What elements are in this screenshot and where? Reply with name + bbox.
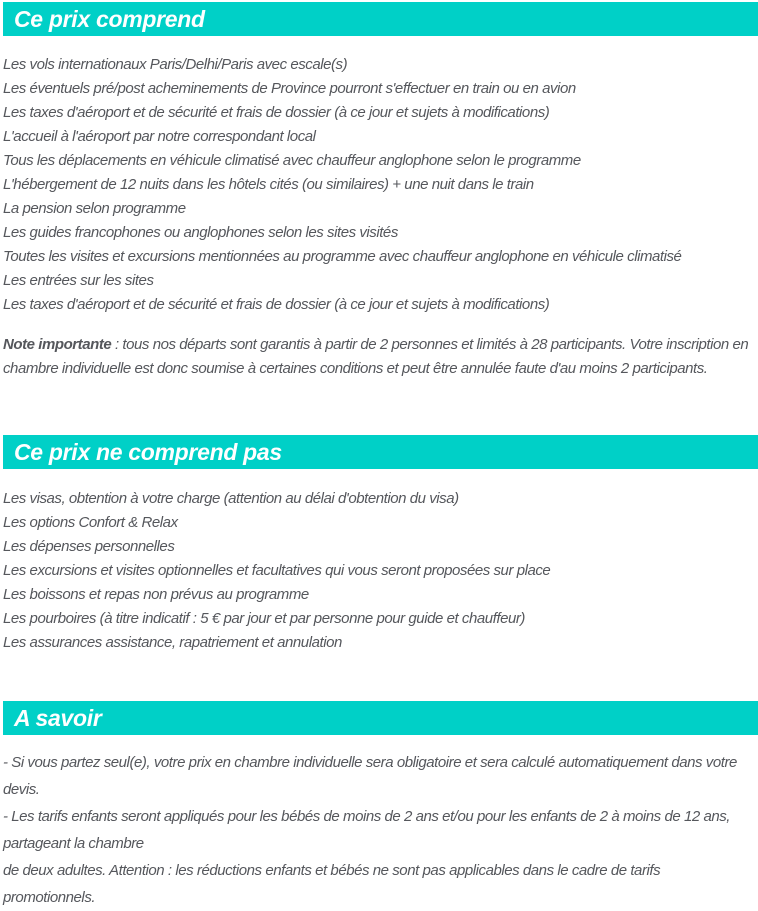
list-item: Toutes les visites et excursions mentionnées au programme avec chauffeur anglophone en véhicule climatisé [3,248,682,265]
important-note [3,333,754,381]
to-know-content [0,749,758,911]
list-item: Les boissons et repas non prévus au programme [3,586,309,603]
list-item: Les éventuels pré/post acheminements de Province pourront s'effectuer en train ou en avion [3,80,576,97]
list-item: Les vols internationaux Paris/Delhi/Paris avec escale(s) [3,56,348,73]
list-item: Les pourboires (à titre indicatif : 5 € par jour et par personne pour guide et chauffeur) [3,610,525,627]
section-header-not-included [3,435,758,469]
paragraph: - Les tarifs enfants seront appliqués pour les bébés de moins de 2 ans et/ou pour les enfants de 2 à moins de 12 ans, partageant la chambre [3,808,731,852]
list-item: La pension selon programme [3,200,186,217]
to-know-paragraphs [3,749,754,911]
list-item: Les taxes d'aéroport et de sécurité et frais de dossier (à ce jour et sujets à modifications) [3,104,550,121]
included-content [0,53,758,381]
section-title-to-know: A savoir [14,704,102,731]
section-included [0,2,758,381]
paragraph: - Si vous partez seul(e), votre prix en chambre individuelle sera obligatoire et sera calculé automatiquement dans votre devis. [3,754,737,798]
note-text: : tous nos départs sont garantis à partir de 2 personnes et limités à 28 participants. Votre inscription en chambre individuelle est donc soumise à certaines conditions et peut être annulée faute d'au moins 2 participants. [3,336,749,377]
section-header-to-know [3,701,758,735]
list-item: Les taxes d'aéroport et de sécurité et frais de dossier (à ce jour et sujets à modifications) [3,296,550,313]
list-item: Les entrées sur les sites [3,272,154,289]
note-label: Note importante [3,336,112,353]
list-item: Les dépenses personnelles [3,538,175,555]
list-item: Les guides francophones ou anglophones selon les sites visités [3,224,398,241]
section-header-included [3,2,758,36]
section-not-included [0,435,758,655]
list-item: L'accueil à l'aéroport par notre correspondant local [3,128,316,145]
list-item: L'hébergement de 12 nuits dans les hôtels cités (ou similaires) + une nuit dans le train [3,176,534,193]
paragraph: de deux adultes. Attention : les réductions enfants et bébés ne sont pas applicables dans le cadre de tarifs promotionnels. [3,862,661,906]
included-list [3,53,754,317]
not-included-list [3,487,754,655]
list-item: Tous les déplacements en véhicule climatisé avec chauffeur anglophone selon le programme [3,152,581,169]
section-title-not-included: Ce prix ne comprend pas [14,438,282,465]
list-item: Les visas, obtention à votre charge (attention au délai d'obtention du visa) [3,490,459,507]
list-item: Les options Confort & Relax [3,514,178,531]
list-item: Les excursions et visites optionnelles et facultatives qui vous seront proposées sur place [3,562,551,579]
section-to-know [0,701,758,911]
list-item: Les assurances assistance, rapatriement et annulation [3,634,342,651]
not-included-content [0,487,758,655]
section-title-included: Ce prix comprend [14,5,205,32]
